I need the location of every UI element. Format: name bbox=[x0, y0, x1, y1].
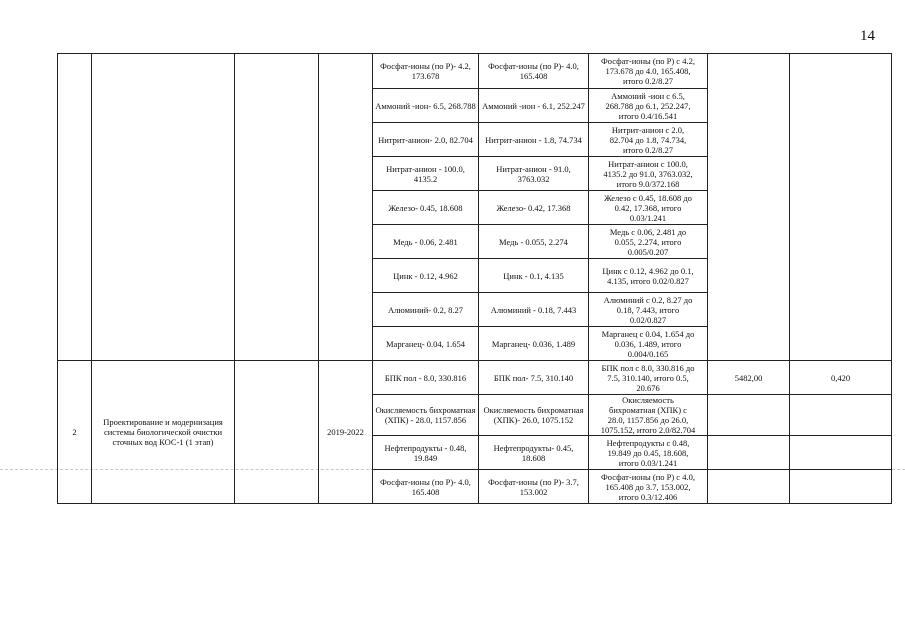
cell-before: Цинк - 0.12, 4.962 bbox=[373, 259, 479, 293]
entry-blank-cell bbox=[235, 361, 319, 504]
continued-cost-cell bbox=[708, 54, 790, 361]
cell-after: Нитрат-анион - 91.0, 3763.032 bbox=[479, 157, 589, 191]
cell-before: Фосфат-ионы (по Р)- 4.2, 173.678 bbox=[373, 54, 479, 89]
entry-cost: 5482,00 bbox=[708, 361, 790, 395]
cell-reduction bbox=[589, 191, 708, 225]
empty-cost-cell bbox=[708, 436, 790, 470]
reduction-line: итого 0.4/16.541 bbox=[618, 110, 678, 121]
empty-value-cell bbox=[790, 436, 892, 470]
reduction-line: 0.18, 7.443, итого bbox=[616, 304, 680, 315]
reduction-line: 0.42, 17.368, итого bbox=[614, 202, 682, 213]
reduction-line: итого 9.0/372.168 bbox=[616, 178, 680, 189]
reduction-line: Окисляемость bbox=[622, 395, 674, 405]
cell-after: Железо- 0.42, 17.368 bbox=[479, 191, 589, 225]
reduction-line: 0.03/1.241 bbox=[629, 212, 667, 223]
cell-before: Нитрат-анион - 100.0, 4135.2 bbox=[373, 157, 479, 191]
cell-after: Окисляемость бихроматная (ХПК)- 26.0, 1075.152 bbox=[479, 395, 589, 436]
cell-before: Нефтепродукты - 0.48, 19.849 bbox=[373, 436, 479, 470]
cell-after: Фосфат-ионы (по Р)- 3.7, 153.002 bbox=[479, 470, 589, 504]
cell-before: Аммоний -ион- 6.5, 268.788 bbox=[373, 89, 479, 123]
reduction-line: Железо с 0.45, 18.608 до bbox=[604, 192, 692, 203]
reduction-line: итого 0.03/1.241 bbox=[618, 457, 678, 468]
table-row bbox=[58, 54, 892, 89]
cell-before: Нитрит-анион- 2.0, 82.704 bbox=[373, 123, 479, 157]
reduction-line: итого 0.2/8.27 bbox=[623, 144, 673, 155]
entry-name: Проектирование и модернизация системы биологической очистки сточных вод КОС-1 (1 этап) bbox=[92, 361, 235, 504]
page-number: 14 bbox=[860, 28, 875, 44]
reduction-line: 19.849 до 0.45, 18.608, bbox=[607, 447, 689, 458]
cell-reduction bbox=[589, 89, 708, 123]
entry-number: 2 bbox=[58, 361, 92, 504]
cell-reduction bbox=[589, 470, 708, 504]
reduction-line: Алюминий с 0.2, 8.27 до bbox=[603, 294, 693, 305]
cell-after: Нефтепродукты- 0.45, 18.608 bbox=[479, 436, 589, 470]
cell-reduction bbox=[589, 225, 708, 259]
reduction-line: 4.135, итого 0.02/0.827 bbox=[607, 275, 689, 286]
reduction-line: Нитрит-анион с 2.0, bbox=[611, 124, 685, 135]
continued-number-cell bbox=[58, 54, 92, 361]
cell-before: Фосфат-ионы (по Р)- 4.0, 165.408 bbox=[373, 470, 479, 504]
reduction-line: Нефтепродукты с 0.48, bbox=[606, 437, 690, 448]
table-body bbox=[58, 54, 892, 504]
continued-period-cell bbox=[319, 54, 373, 361]
cell-reduction bbox=[589, 327, 708, 361]
reduction-line: Медь с 0.06, 2.481 до bbox=[609, 226, 687, 237]
cell-reduction bbox=[589, 123, 708, 157]
empty-cost-cell bbox=[708, 395, 790, 436]
reduction-line: БПК пол с 8.0, 330.816 до bbox=[601, 362, 695, 373]
cell-before: Окисляемость бихроматная (ХПК) - 28.0, 1157.856 bbox=[373, 395, 479, 436]
reduction-line: 28.0, 1157.856 до 26.0, bbox=[607, 415, 689, 425]
reduction-line: 173.678 до 4.0, 165.408, bbox=[605, 66, 691, 76]
entry-period: 2019-2022 bbox=[319, 361, 373, 504]
empty-value-cell bbox=[790, 395, 892, 436]
reduction-line: 7.5, 310.140, итого 0.5, bbox=[607, 372, 689, 383]
continued-blank-cell bbox=[235, 54, 319, 361]
cell-before: Медь - 0.06, 2.481 bbox=[373, 225, 479, 259]
reduction-line: Нитрат-анион с 100.0, bbox=[608, 158, 688, 169]
cell-before: БПК пол - 8.0, 330.816 bbox=[373, 361, 479, 395]
empty-value-cell bbox=[790, 470, 892, 504]
reduction-line: Марганец с 0.04, 1.654 до bbox=[601, 328, 695, 339]
reduction-line: Аммоний -ион с 6.5, bbox=[611, 90, 685, 101]
empty-cost-cell bbox=[708, 470, 790, 504]
reduction-line: 4135.2 до 91.0, 3763.032, bbox=[603, 168, 693, 179]
cell-after: БПК пол- 7.5, 310.140 bbox=[479, 361, 589, 395]
reduction-line: 165.408 до 3.7, 153.002, bbox=[605, 481, 691, 492]
cell-after: Фосфат-ионы (по Р)- 4.0, 165.408 bbox=[479, 54, 589, 89]
cell-before: Марганец- 0.04, 1.654 bbox=[373, 327, 479, 361]
cell-after: Нитрит-анион - 1.8, 74.734 bbox=[479, 123, 589, 157]
reduction-line: 0.02/0.827 bbox=[629, 314, 667, 325]
reduction-line: 268.788 до 6.1, 252.247, bbox=[605, 100, 691, 111]
reduction-line: 0.055, 2.274, итого bbox=[614, 236, 682, 247]
cell-reduction bbox=[589, 157, 708, 191]
reduction-line: Фосфат-ионы (по Р) с 4.2, bbox=[601, 56, 695, 66]
reduction-line: 82.704 до 1.8, 74.734, bbox=[609, 134, 687, 145]
reduction-line: Фосфат-ионы (по Р) с 4.0, bbox=[601, 471, 695, 482]
cell-after: Аммоний -ион - 6.1, 252.247 bbox=[479, 89, 589, 123]
cell-after: Алюминий - 0.18, 7.443 bbox=[479, 293, 589, 327]
cell-before: Алюминий- 0.2, 8.27 bbox=[373, 293, 479, 327]
cell-reduction bbox=[589, 54, 708, 89]
reduction-line: 0.004/0.165 bbox=[627, 348, 669, 359]
reduction-line: бихроматная (ХПК) с bbox=[609, 405, 687, 415]
cell-reduction bbox=[589, 436, 708, 470]
cell-after: Медь - 0.055, 2.274 bbox=[479, 225, 589, 259]
continued-name-cell bbox=[92, 54, 235, 361]
cell-reduction bbox=[589, 259, 708, 293]
entry-value: 0,420 bbox=[790, 361, 892, 395]
cell-after: Цинк - 0.1, 4.135 bbox=[479, 259, 589, 293]
reduction-line: 0.005/0.207 bbox=[627, 246, 669, 257]
continued-value-cell bbox=[790, 54, 892, 361]
reduction-line: 20.676 bbox=[636, 382, 660, 393]
reduction-line: 1075.152, итого 2.0/82.704 bbox=[600, 425, 696, 435]
cell-after: Марганец- 0.036, 1.489 bbox=[479, 327, 589, 361]
cell-before: Железо- 0.45, 18.608 bbox=[373, 191, 479, 225]
cell-reduction bbox=[589, 293, 708, 327]
cell-reduction bbox=[589, 395, 708, 436]
reduction-line: итого 0.3/12.406 bbox=[618, 491, 678, 502]
reduction-line: 0.036, 1.489, итого bbox=[614, 338, 682, 349]
table-row bbox=[58, 361, 892, 395]
measures-table bbox=[57, 53, 892, 504]
reduction-line: Цинк с 0.12, 4.962 до 0.1, bbox=[602, 265, 694, 276]
cell-reduction bbox=[589, 361, 708, 395]
reduction-line: итого 0.2/8.27 bbox=[623, 76, 673, 86]
